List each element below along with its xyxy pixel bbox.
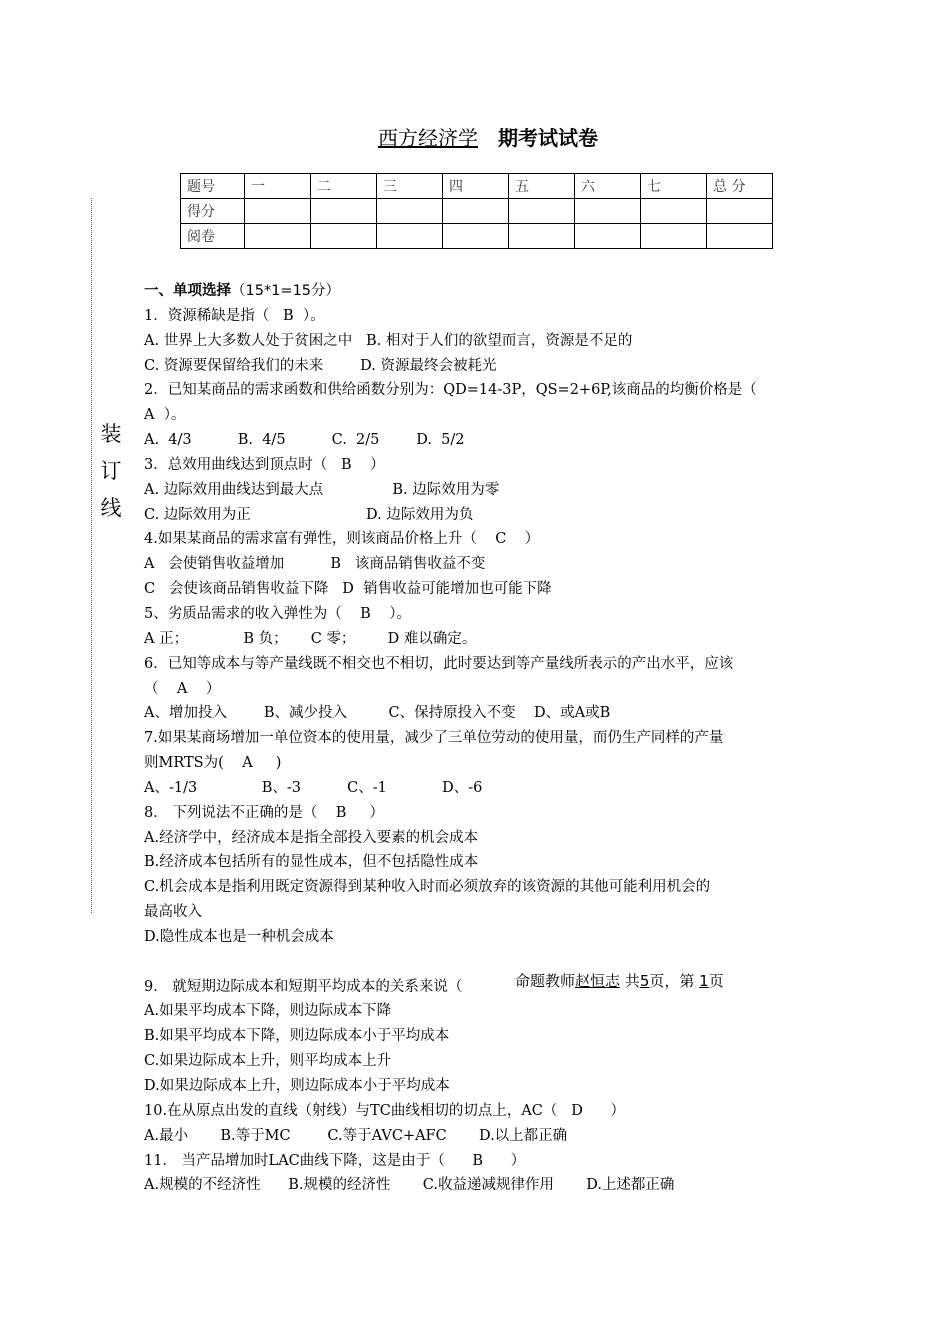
score-cell[interactable] — [641, 224, 707, 249]
exam-title — [0, 124, 950, 152]
section-heading — [144, 279, 810, 304]
question-line: C. 资源要保留给我们的未来 D. 资源最终会被耗光 — [144, 357, 497, 374]
score-cell[interactable] — [311, 199, 377, 224]
score-table-header-row — [181, 174, 773, 199]
score-row-label: 得分 — [181, 199, 245, 224]
footer-mid2: 页，第 — [649, 972, 700, 990]
score-table-row — [181, 224, 773, 249]
question-line: 3．总效用曲线达到顶点时（ B ） — [144, 456, 385, 473]
score-table-header-cell: 一 — [245, 174, 311, 199]
question-line: A. 4/3 B. 4/5 C. 2/5 D. 5/2 — [144, 432, 465, 449]
question-line: A. 边际效用曲线达到最大点 B. 边际效用为零 — [144, 481, 500, 498]
question-line: A、增加投入 B、减少投入 C、保持原投入不变 D、或A或B — [144, 705, 611, 722]
question-line: （ A ） — [144, 680, 221, 697]
question-line: 10.在从原点出发的直线（射线）与TC曲线相切的切点上，AC（ D ） — [144, 1102, 625, 1119]
section-score: （15*1=15分） — [231, 283, 341, 299]
score-table-header-cell: 五 — [509, 174, 575, 199]
footer-page-no: 1 — [699, 972, 709, 990]
score-table-header-cell: 总 分 — [707, 174, 773, 199]
page-footer — [515, 970, 724, 992]
binding-char: 线 — [100, 496, 122, 520]
score-table-header-cell: 六 — [575, 174, 641, 199]
question-line: C 会使该商品销售收益下降 D 销售收益可能增加也可能下降 — [144, 581, 552, 598]
question-line: 4.如果某商品的需求富有弹性，则该商品价格上升（ C ） — [144, 531, 540, 548]
question-line: 7.如果某商场增加一单位资本的使用量，减少了三单位劳动的使用量，而仍生产同样的产量 — [144, 730, 724, 747]
question-line: A.规模的不经济性 B.规模的经济性 C.收益递减规律作用 D.上述都正确 — [144, 1177, 675, 1194]
score-cell[interactable] — [575, 224, 641, 249]
question-line: D.隐性成本也是一种机会成本 — [144, 928, 334, 945]
question-line: 则MRTS为( A ) — [144, 755, 282, 772]
question-line: 5、劣质品需求的收入弹性为（ B ）。 — [144, 605, 412, 622]
question-line: A.最小 B.等于MC C.等于AVC+AFC D.以上都正确 — [144, 1127, 568, 1144]
score-cell[interactable] — [707, 199, 773, 224]
score-cell[interactable] — [575, 199, 641, 224]
binding-char: 订 — [100, 459, 122, 483]
score-cell[interactable] — [641, 199, 707, 224]
exam-subject: 西方经济学 — [378, 126, 478, 150]
question-line: D.如果边际成本上升，则边际成本小于平均成本 — [144, 1078, 450, 1094]
score-cell[interactable] — [245, 224, 311, 249]
score-table-header-cell: 题号 — [181, 174, 245, 199]
score-cell[interactable] — [311, 224, 377, 249]
question-block-2 — [144, 975, 810, 1199]
question-line: 6．已知等成本与等产量线既不相交也不相切，此时要达到等产量线所表示的产出水平，应该 — [144, 655, 734, 672]
score-table-row — [181, 199, 773, 224]
footer-prefix: 命题教师 — [515, 972, 576, 990]
question-line: A 会使销售收益增加 B 该商品销售收益不变 — [144, 556, 486, 573]
score-cell[interactable] — [377, 199, 443, 224]
question-line: 8． 下列说法不正确的是（ B ） — [144, 804, 384, 821]
score-table-header-cell: 七 — [641, 174, 707, 199]
exam-title-rest: 期考试试卷 — [498, 126, 598, 150]
footer-total-pages: 5 — [639, 972, 650, 990]
question-line: A 正； B 负； C 零； D 难以确定。 — [144, 630, 477, 647]
score-table-header-cell: 三 — [377, 174, 443, 199]
score-table-header-cell: 四 — [443, 174, 509, 199]
question-line: B.如果平均成本下降，则边际成本小于平均成本 — [144, 1028, 450, 1045]
score-cell[interactable] — [707, 224, 773, 249]
question-body — [144, 279, 810, 1198]
score-table-header-cell: 二 — [311, 174, 377, 199]
question-line: A.如果平均成本下降，则边际成本下降 — [144, 1003, 392, 1020]
footer-teacher: 赵恒志 — [575, 972, 621, 990]
question-line: 9． 就短期边际成本和短期平均成本的关系来说（ — [144, 978, 463, 995]
score-cell[interactable] — [443, 224, 509, 249]
question-line: A. 世界上大多数人处于贫困之中 B. 相对于人们的欲望而言，资源是不足的 — [144, 332, 633, 349]
question-block-1 — [144, 304, 810, 950]
footer-suffix: 页 — [708, 972, 724, 990]
question-line: C. 边际效用为正 D. 边际效用为负 — [144, 506, 474, 523]
question-line: A、-1/3 B、-3 C、-1 D、-6 — [144, 779, 483, 796]
binding-char: 装 — [100, 422, 122, 446]
question-line: C.机会成本是指利用既定资源得到某种收入时而必须放弃的该资源的其他可能利用机会的 — [144, 879, 711, 896]
score-cell[interactable] — [509, 224, 575, 249]
question-line: C.如果边际成本上升，则平均成本上升 — [144, 1053, 392, 1070]
score-table — [180, 173, 773, 249]
score-cell[interactable] — [509, 199, 575, 224]
binding-label — [99, 416, 123, 527]
score-cell[interactable] — [245, 199, 311, 224]
section-title: 一、单项选择 — [144, 283, 231, 299]
binding-dotted-line — [91, 198, 92, 913]
question-line: 最高收入 — [144, 904, 202, 921]
score-cell[interactable] — [377, 224, 443, 249]
question-line: A ）。 — [144, 407, 186, 424]
footer-mid1: 共 — [620, 972, 640, 990]
question-line: 11． 当产品增加时LAC曲线下降，这是由于（ B ） — [144, 1152, 526, 1169]
score-cell[interactable] — [443, 199, 509, 224]
question-line: 2．已知某商品的需求函数和供给函数分别为：QD=14-3P，QS=2+6P,该商品的均衡价格是（ — [144, 382, 757, 399]
question-line: B.经济成本包括所有的显性成本，但不包括隐性成本 — [144, 854, 479, 871]
question-line: 1．资源稀缺是指（ B ）。 — [144, 307, 325, 324]
question-line: A.经济学中，经济成本是指全部投入要素的机会成本 — [144, 829, 479, 846]
score-row-label: 阅卷 — [181, 224, 245, 249]
